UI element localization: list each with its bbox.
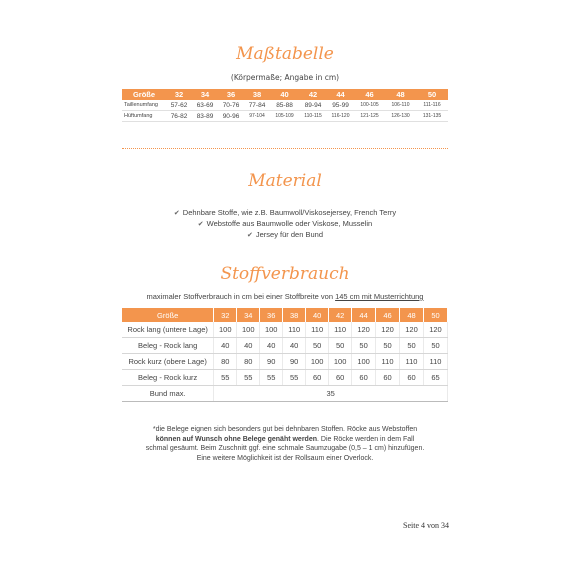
table-cell: 100 xyxy=(352,354,376,370)
size-header-cell: 36 xyxy=(218,89,244,100)
table-row xyxy=(122,370,448,386)
table-cell: 50 xyxy=(400,338,424,354)
material-list xyxy=(0,208,570,241)
fabric-header-cell: Größe xyxy=(122,308,214,322)
checkmark-icon: ✔ xyxy=(197,221,204,228)
table-row xyxy=(122,338,448,354)
fabric-header-cell: 36 xyxy=(260,308,283,322)
table-cell: 55 xyxy=(283,370,306,386)
fabric-header-cell: 50 xyxy=(423,308,447,322)
fabric-header-cell: 42 xyxy=(329,308,352,322)
checkmark-icon: ✔ xyxy=(173,210,180,217)
table-cell: 100 xyxy=(306,354,329,370)
table-cell: 110-115 xyxy=(299,111,327,122)
table-cell: 40 xyxy=(283,338,306,354)
table-cell: 100 xyxy=(260,322,283,338)
table-cell: 40 xyxy=(214,338,237,354)
material-heading: Material xyxy=(248,171,322,191)
fabric-header-cell: 34 xyxy=(237,308,260,322)
fabric-heading: Stoffverbrauch xyxy=(220,264,350,284)
table-cell: 50 xyxy=(329,338,352,354)
table-cell: 95-99 xyxy=(327,100,354,111)
table-cell: 40 xyxy=(237,338,260,354)
table-cell: 116-120 xyxy=(327,111,354,122)
table-cell: 55 xyxy=(260,370,283,386)
size-header-cell: 50 xyxy=(416,89,448,100)
fabric-notes: *die Belege eignen sich besonders gut bei dehnbaren Stoffen. Röcke aus Webstoffen können auf Wunsch ohne Belege genäht werden. Die Röcke werden in dem Fall schmal gesäumt. Beim Zuschnitt ggf. eine schmale Saumzugabe (0,5 – 1 cm) hinzufügen. Eine weitere Möglichkeit ist der Rollsaum einer Overlock. xyxy=(145,426,425,462)
size-header-cell: 46 xyxy=(354,89,385,100)
table-cell: 55 xyxy=(214,370,237,386)
checkmark-icon: ✔ xyxy=(247,232,253,239)
table-cell: 50 xyxy=(423,338,447,354)
fabric-header-cell: 40 xyxy=(306,308,329,322)
table-cell: 60 xyxy=(376,370,400,386)
table-cell: 110 xyxy=(423,354,447,370)
fabric-table-header xyxy=(122,308,448,322)
table-cell: 105-109 xyxy=(270,111,299,122)
list-item: ✔ Jersey für den Bund xyxy=(247,230,323,239)
table-cell: 126-130 xyxy=(385,111,416,122)
size-table xyxy=(122,89,448,122)
size-header-cell: 32 xyxy=(166,89,192,100)
table-cell: 50 xyxy=(376,338,400,354)
table-cell: 76-82 xyxy=(166,111,192,122)
table-cell: 90 xyxy=(260,354,283,370)
table-cell: 90 xyxy=(283,354,306,370)
table-cell: 131-135 xyxy=(416,111,448,122)
table-cell: 90-96 xyxy=(218,111,244,122)
table-row xyxy=(122,386,448,402)
sizes-subtitle: (Körpermaße; Angabe in cm) xyxy=(230,73,340,82)
sizes-heading: Maßtabelle xyxy=(236,44,334,64)
size-header-cell: 48 xyxy=(385,89,416,100)
table-cell: 120 xyxy=(352,322,376,338)
table-cell: 110 xyxy=(283,322,306,338)
list-item: ✔ Dehnbare Stoffe, wie z.B. Baumwoll/Viskosejersey, French Terry xyxy=(173,208,397,217)
table-cell: 60 xyxy=(306,370,329,386)
table-cell: 97-104 xyxy=(244,111,270,122)
table-cell: 120 xyxy=(400,322,424,338)
fabric-header-cell: 46 xyxy=(376,308,400,322)
table-cell: 110 xyxy=(376,354,400,370)
table-cell: 77-84 xyxy=(244,100,270,111)
table-cell: 60 xyxy=(400,370,424,386)
row-label: Bund max. xyxy=(122,386,214,402)
row-label: Rock lang (untere Lage) xyxy=(122,322,214,338)
fabric-header-cell: 32 xyxy=(214,308,237,322)
table-cell: 57-62 xyxy=(166,100,192,111)
size-header-cell: 34 xyxy=(192,89,218,100)
size-header-cell: 38 xyxy=(244,89,270,100)
table-cell: 55 xyxy=(237,370,260,386)
row-label: Beleg - Rock kurz xyxy=(122,370,214,386)
table-cell: 120 xyxy=(423,322,447,338)
table-cell: 100 xyxy=(237,322,260,338)
page-number: Seite 4 von 34 xyxy=(403,521,449,530)
table-cell: 100-105 xyxy=(354,100,385,111)
table-cell: 100 xyxy=(329,354,352,370)
fabric-header-cell: 44 xyxy=(352,308,376,322)
fabric-width-link: 145 cm mit Musterrichtung xyxy=(335,292,424,301)
table-cell: 106-110 xyxy=(385,100,416,111)
row-label: Beleg - Rock lang xyxy=(122,338,214,354)
table-cell: 120 xyxy=(376,322,400,338)
table-cell: 50 xyxy=(306,338,329,354)
size-table-header xyxy=(122,89,448,100)
table-cell: 70-76 xyxy=(218,100,244,111)
table-row xyxy=(122,322,448,338)
table-cell: 60 xyxy=(352,370,376,386)
fabric-intro: maximaler Stoffverbrauch in cm bei einer Stoffbreite von 145 cm mit Musterrichtung xyxy=(146,292,424,301)
table-cell: 110 xyxy=(329,322,352,338)
table-cell: 83-89 xyxy=(192,111,218,122)
size-header-cell: 42 xyxy=(299,89,327,100)
table-cell: 50 xyxy=(352,338,376,354)
list-item: ✔ Webstoffe aus Baumwolle oder Viskose, Musselin xyxy=(197,219,373,228)
table-cell: 100 xyxy=(214,322,237,338)
table-cell: 110 xyxy=(306,322,329,338)
fabric-table xyxy=(122,308,448,402)
table-cell: 85-88 xyxy=(270,100,299,111)
table-row xyxy=(122,354,448,370)
table-cell: 63-69 xyxy=(192,100,218,111)
fabric-header-cell: 38 xyxy=(283,308,306,322)
table-cell: 80 xyxy=(214,354,237,370)
section-divider xyxy=(122,148,448,149)
table-cell: 110 xyxy=(400,354,424,370)
table-cell: 111-116 xyxy=(416,100,448,111)
table-cell: 40 xyxy=(260,338,283,354)
table-cell: 80 xyxy=(237,354,260,370)
bund-value: 35 xyxy=(214,386,448,402)
table-cell: 65 xyxy=(423,370,447,386)
row-label: Taillenumfang xyxy=(122,100,166,111)
row-label: Hüftumfang xyxy=(122,111,166,122)
table-row xyxy=(122,100,448,111)
table-row xyxy=(122,111,448,122)
table-cell: 121-125 xyxy=(354,111,385,122)
row-label: Rock kurz (obere Lage) xyxy=(122,354,214,370)
fabric-header-cell: 48 xyxy=(400,308,424,322)
table-cell: 89-94 xyxy=(299,100,327,111)
table-cell: 60 xyxy=(329,370,352,386)
size-header-cell: 40 xyxy=(270,89,299,100)
size-header-cell: 44 xyxy=(327,89,354,100)
size-header-cell: Größe xyxy=(122,89,166,100)
